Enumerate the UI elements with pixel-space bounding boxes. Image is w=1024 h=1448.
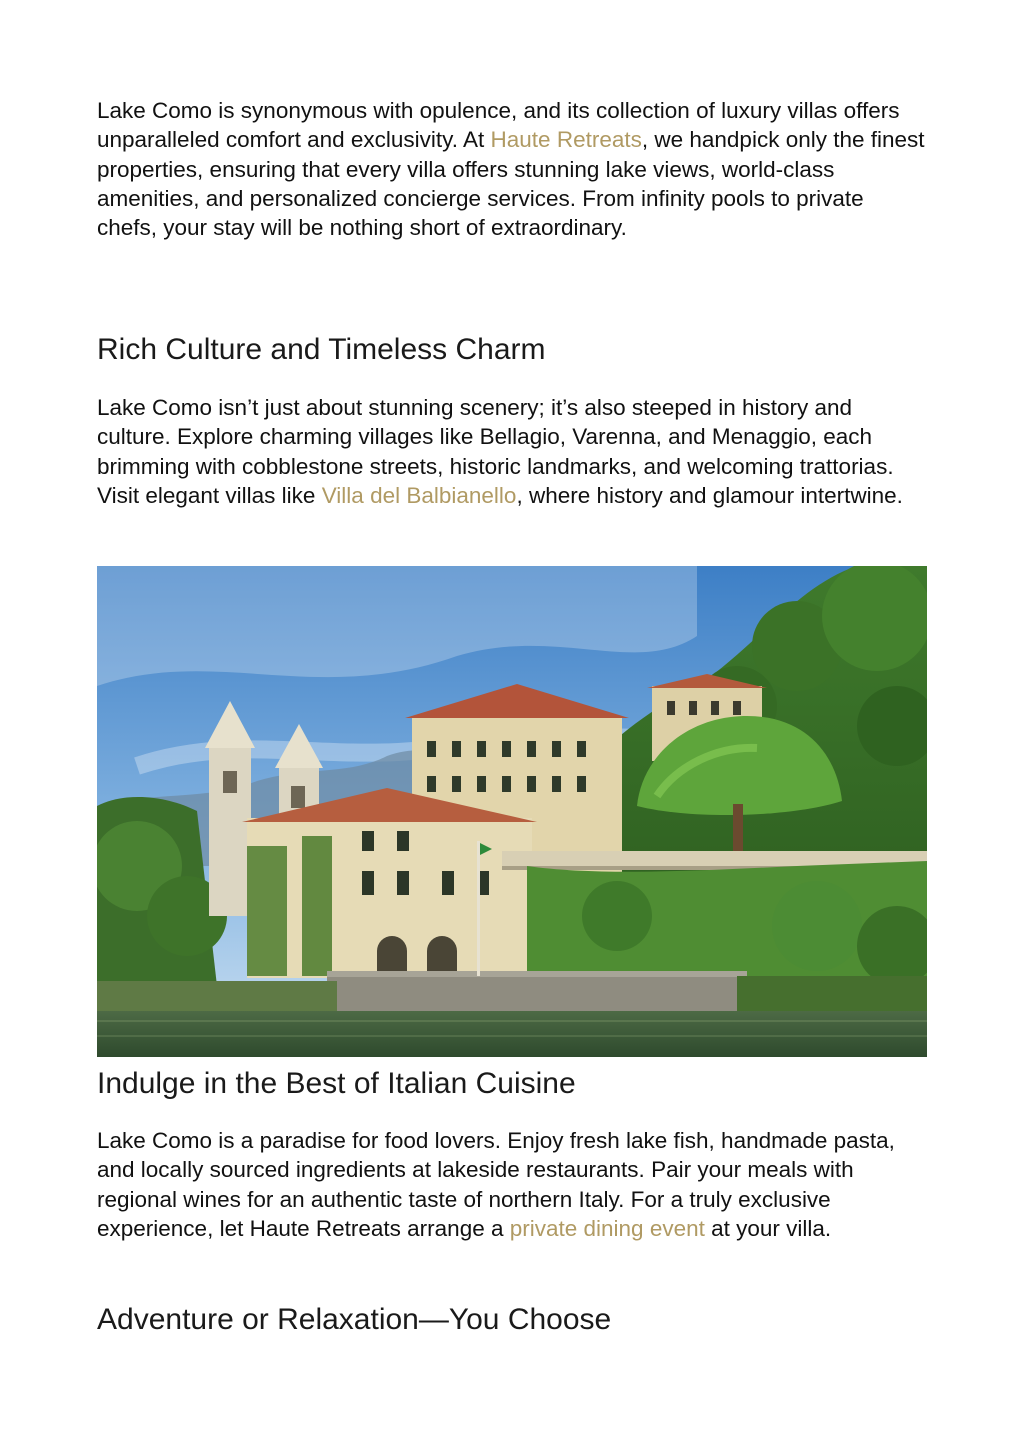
culture-heading: Rich Culture and Timeless Charm — [97, 333, 546, 366]
culture-text-end: , where history and glamour intertwine. — [516, 482, 903, 508]
intro-text-end: , we handpick only the finest properties, ensuring that every villa offers stunning lake views, world-class amenities, and personalized concierge services. From infinity pools to private chefs, your stay will be nothing short of extraordinary. — [97, 127, 925, 241]
cuisine-text-end: at your villa. — [704, 1215, 832, 1241]
culture-text-start: Lake Como isn’t just about stunning scenery; it’s also steeped in history and culture. Explore charming villages like Bellagio, Varenna, and Menaggio, each brimming with cobblestone streets, historic landmarks, and welcoming trattorias. Visit elegant villas like — [97, 395, 894, 508]
adventure-heading: Adventure or Relaxation—You Choose — [97, 1303, 612, 1336]
haute-retreats-link[interactable]: Haute Retreats — [490, 127, 642, 153]
intro-paragraph — [97, 96, 927, 242]
intro-text-start: Lake Como is synonymous with opulence, and its collection of luxury villas offers unparalleled comfort and exclusivity. At — [97, 98, 900, 153]
villa-photo — [97, 566, 927, 1057]
private-dining-event-link[interactable]: private dining event — [509, 1215, 705, 1241]
cuisine-text-start: Lake Como is a paradise for food lovers. Enjoy fresh lake fish, handmade pasta, and locally sourced ingredients at lakeside restaurants. Pair your meals with regional wines for an authentic taste of northern Italy. For a truly exclusive experience, let Haute Retreats arrange a — [97, 1128, 895, 1241]
cuisine-heading: Indulge in the Best of Italian Cuisine — [97, 1067, 576, 1100]
villa-illustration — [97, 566, 927, 1057]
cuisine-paragraph — [97, 1126, 927, 1243]
culture-paragraph — [97, 393, 927, 510]
villa-del-balbianello-link[interactable]: Villa del Balbianello — [321, 482, 517, 508]
